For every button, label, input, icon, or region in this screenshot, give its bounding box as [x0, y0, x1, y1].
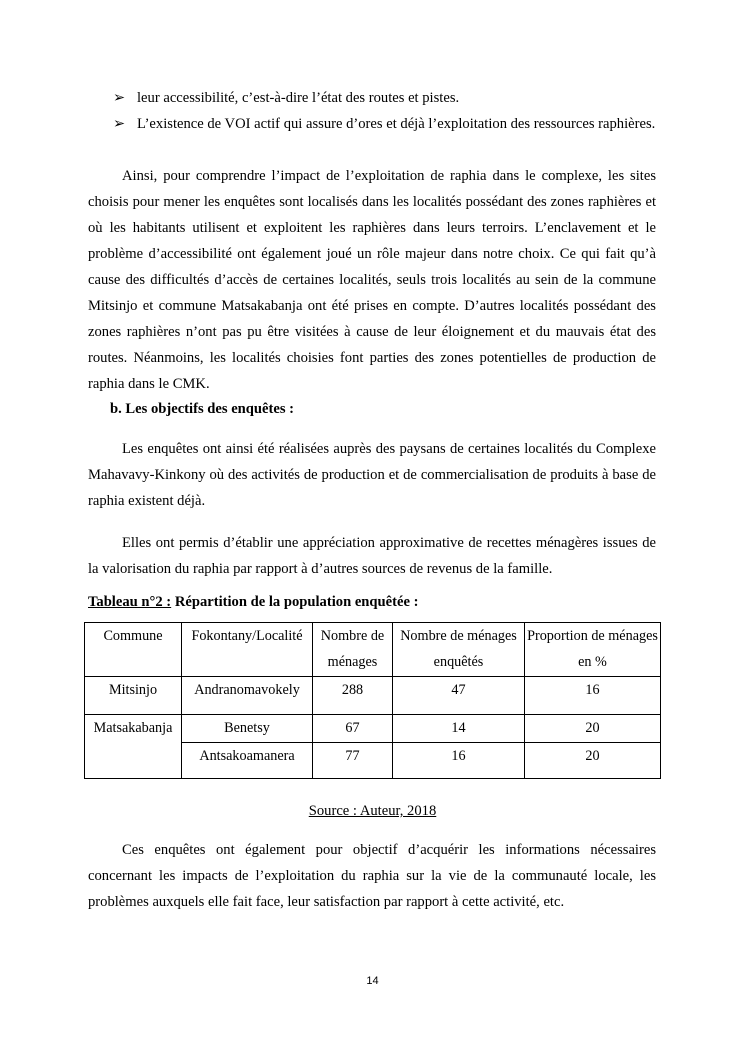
table-caption-label: Tableau n°2 :: [88, 594, 172, 610]
arrow-bullet-icon: ➢: [113, 90, 126, 106]
section-heading: b. Les objectifs des enquêtes :: [110, 401, 295, 417]
source-text: Source : Auteur, 2018: [308, 803, 437, 819]
table-header-cell: Nombre de ménages enquêtés: [393, 623, 525, 677]
table-header-cell: Proportion de ménages en %: [525, 623, 661, 677]
table-row: [85, 677, 661, 715]
table-cell: 67: [313, 715, 393, 743]
bullet-text: leur accessibilité, c’est-à-dire l’état des routes et pistes.: [137, 90, 460, 106]
arrow-bullet-icon: ➢: [113, 116, 126, 132]
table-header-cell: Nombre de ménages: [313, 623, 393, 677]
page-number: 14: [366, 975, 379, 987]
table-header-row: [85, 623, 661, 677]
bullet-item: [113, 85, 661, 111]
table-cell: Benetsy: [182, 715, 313, 743]
bullet-text: L’existence de VOI actif qui assure d’ores et déjà l’exploitation des ressources raphières.: [137, 116, 656, 132]
table-caption: [88, 594, 418, 611]
paragraph-objectives: Les enquêtes ont ainsi été réalisées auprès des paysans de certaines localités du Complexe Mahavavy-Kinkony où des activités de production et de commercialisation de produits à base de raphia existent déjà.: [88, 441, 656, 509]
table-caption-title: Répartition de la population enquêtée :: [171, 594, 419, 610]
table-header-cell: Commune: [85, 623, 182, 677]
table-cell: 20: [525, 743, 661, 779]
bullet-item: [113, 111, 661, 137]
paragraph-appreciation: Elles ont permis d’établir une appréciation approximative de recettes ménagères issues de la valorisation du raphia par rapport à d’autres sources de revenus de la famille.: [88, 535, 656, 577]
paragraph-goals: Ces enquêtes ont également pour objectif d’acquérir les informations nécessaires concernant les impacts de l’exploitation du raphia sur la vie de la communauté locale, les problèmes auxquels elle fait face, leur satisfaction par rapport à cette activité, etc.: [88, 842, 656, 910]
table-cell: Andranomavokely: [182, 677, 313, 715]
table-cell: Mitsinjo: [85, 677, 182, 715]
table-source: [0, 803, 745, 820]
table-cell: Antsakoamanera: [182, 743, 313, 779]
table-cell: 288: [313, 677, 393, 715]
table-cell: 47: [393, 677, 525, 715]
table-cell: 16: [393, 743, 525, 779]
paragraph-methodology: Ainsi, pour comprendre l’impact de l’exploitation de raphia dans le complexe, les sites choisis pour mener les enquêtes sont localisés dans les localités possédant des zones raphières et où les habitants utilisent et exploitent les raphières dans leurs terroirs. L’enclavement et le problème d’accessibilité ont également joué un rôle majeur dans notre choix. Ce qui fait qu’à cause des difficultés d’accès de certaines localités, seuls trois localités au sein de la commune Mitsinjo et commune Matsakabanja ont été prises en compte. D’autres localités possédant des zones raphières n’ont pas pu être visitées à cause de leur éloignement et du mauvais état des routes. Néanmoins, les localités choisies font parties des zones potentielles de production de raphia dans le CMK.: [88, 168, 656, 392]
table-cell: 14: [393, 715, 525, 743]
table-header-cell: Fokontany/Localité: [182, 623, 313, 677]
table-cell: Matsakabanja: [85, 715, 182, 779]
table-cell: 16: [525, 677, 661, 715]
population-table: [84, 622, 661, 779]
table-cell: 20: [525, 715, 661, 743]
table-row: [85, 715, 661, 743]
table-cell: 77: [313, 743, 393, 779]
